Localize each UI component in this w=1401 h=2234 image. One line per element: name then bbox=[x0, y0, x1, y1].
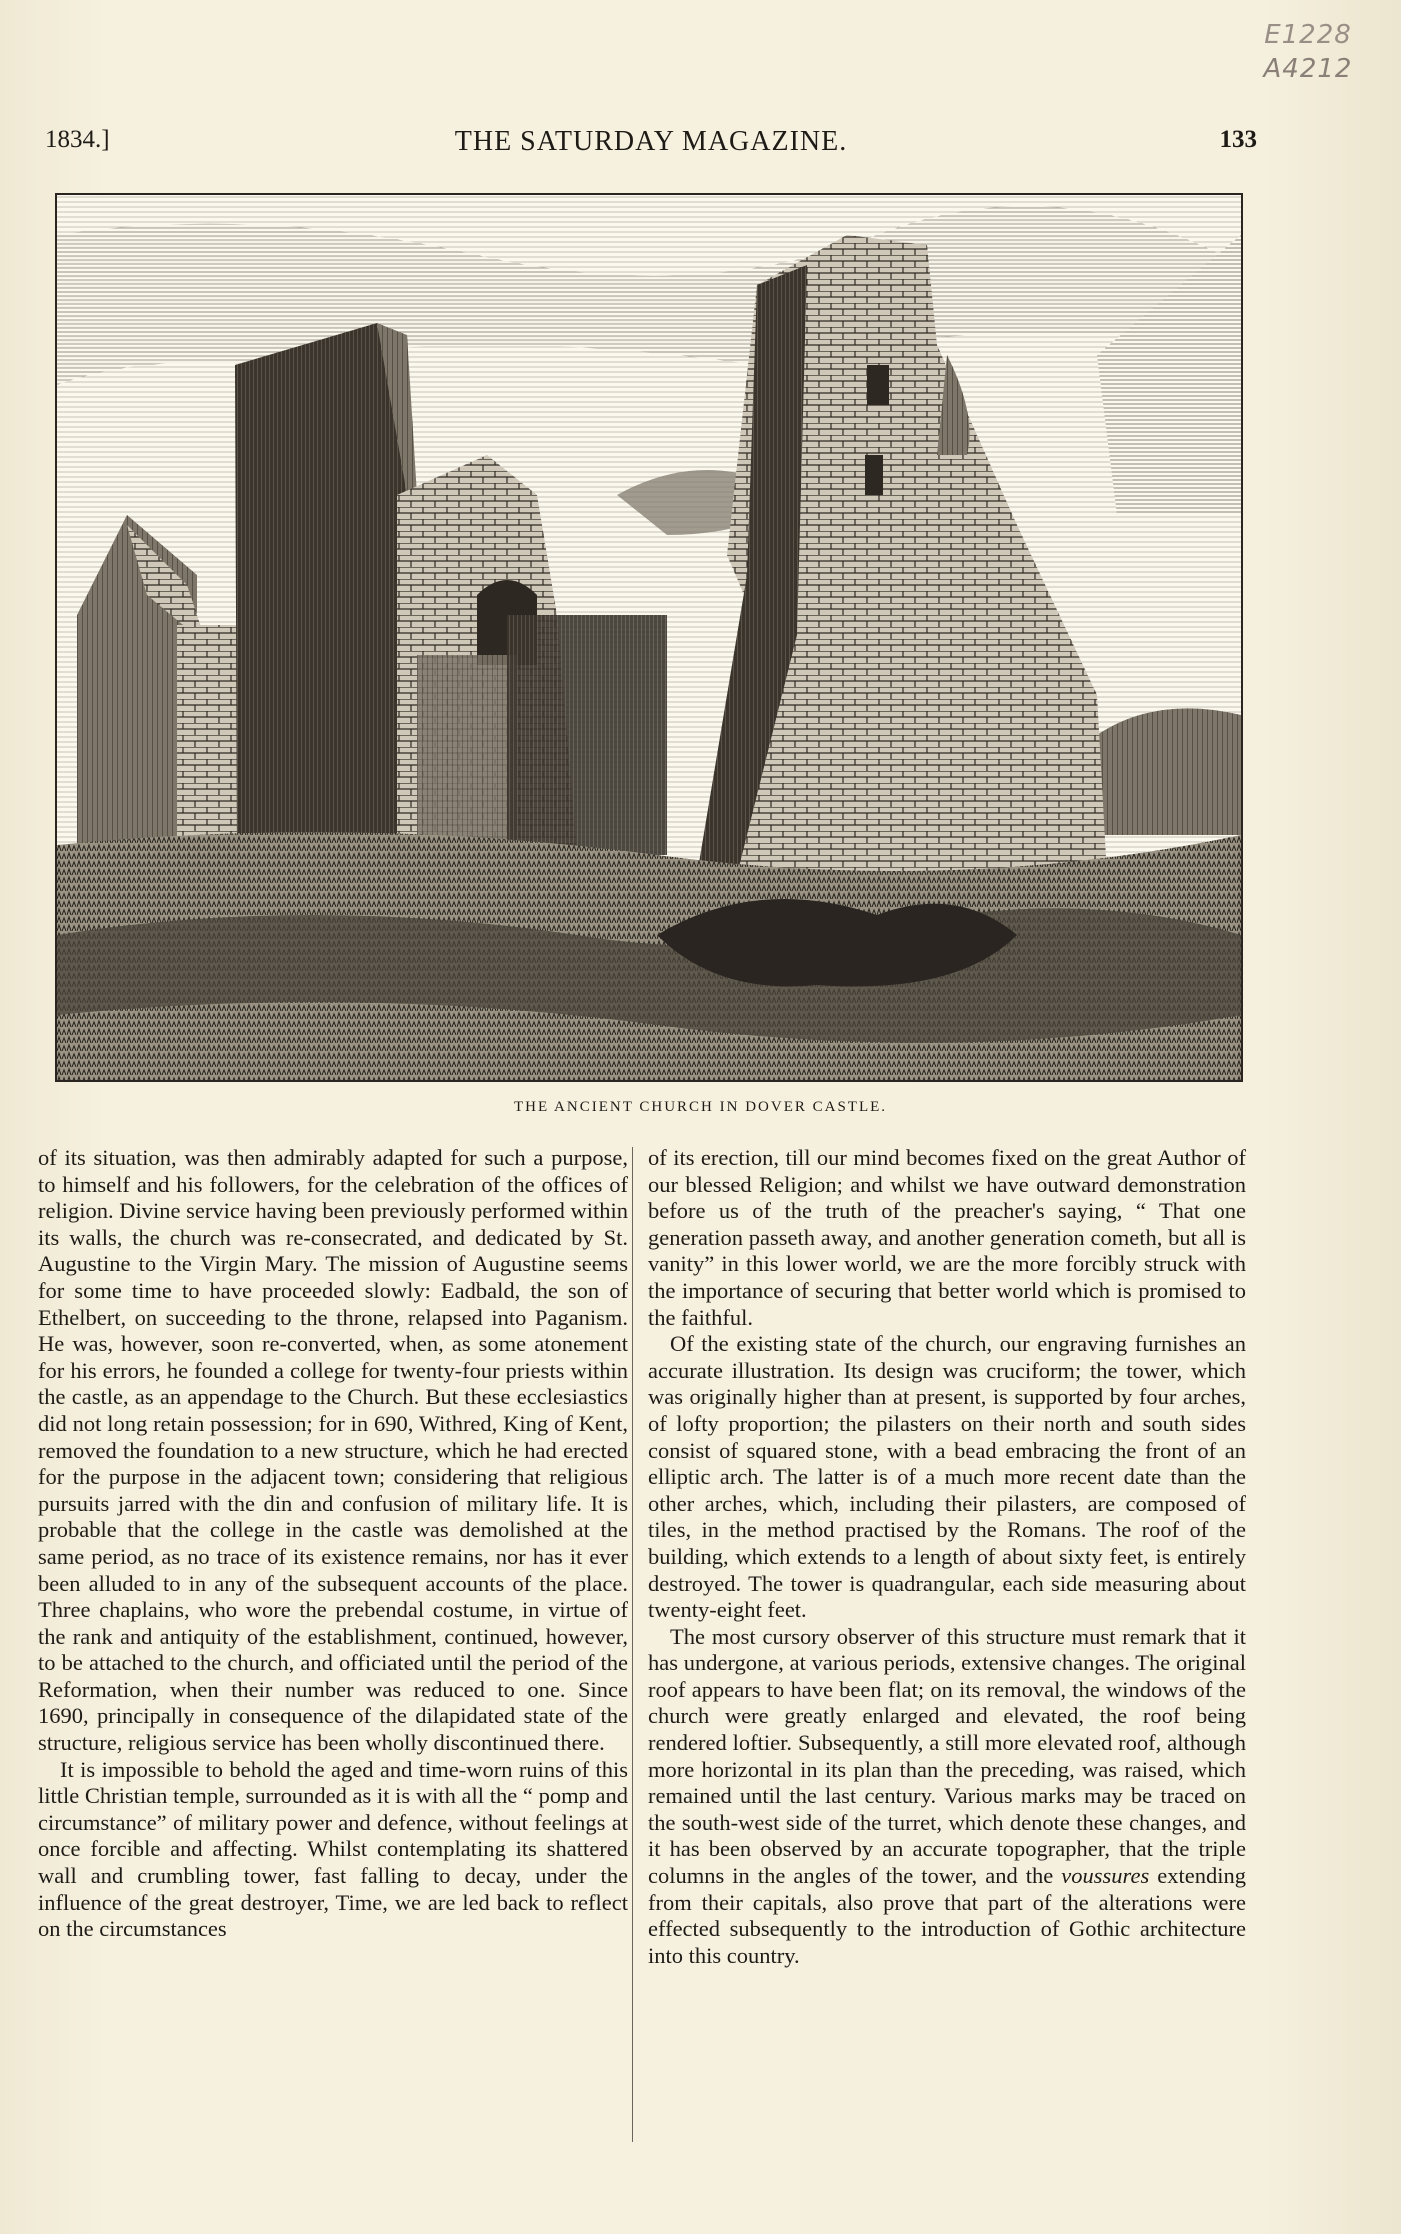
header-title: THE SATURDAY MAGAZINE. bbox=[454, 126, 848, 157]
right-paragraph-1: of its erection, till our mind becomes fixed on the great Author of our blessed Religion; and whilst we have outward demonstration before us of the truth of the preacher's saying, “ That one generation passeth away, and another generation cometh, but all is vanity” in this lower world, we are the more forcibly struck with the importance of securing that better world which is promised to the faithful. bbox=[648, 1145, 1246, 1330]
left-paragraph-1: of its situation, was then admirably adapted for such a purpose, to himself and his followers, for the celebration of the offices of religion. Divine service having been previously performed within its walls, the church was re-consecrated, and dedicated by St. Augustine to the Virgin Mary. The mission of Augustine seems for some time to have proceeded slowly: Eadbald, the son of Ethelbert, on succeeding to the throne, relapsed into Paganism. He was, however, soon re-converted, when, as some atonement for his errors, he founded a college for twenty-four priests within the castle, as an appendage to the Church. But these ecclesiastics did not long retain possession; for in 690, Withred, King of Kent, removed the foundation to a new structure, which he had erected for the purpose in the adjacent town; considering that religious pursuits jarred with the din and confusion of military life. It is probable that the college in the castle was demolished at the same period, as no trace of its existence remains, nor has it ever been alluded to in any of the subsequent accounts of the place. Three chaplains, who wore the prebendal costume, in virtue of the rank and antiquity of the establishment, continued, however, to be attached to the church, and officiated until the period of the Reformation, when their number was reduced to one. Since 1690, principally in consequence of the dilapidated state of the structure, religious service has been wholly discontinued there. bbox=[38, 1145, 628, 1756]
right-paragraph-3-start: The most cursory observer of this structure must remark that it has undergone, at various periods, extensive changes. The original roof appears to have been flat; on its removal, the windows of the church were greatly enlarged and elevated, the roof being rendered loftier. Subsequently, a still more elevated roof, although more horizontal in its plan than the preceding, was raised, which remained until the last century. Various marks may be traced on the south-west side of the turret, which denote these changes, and it has been observed by an accurate topographer, that the triple columns in the angles of the tower, and the bbox=[648, 1623, 1246, 1889]
left-paragraph-2: It is impossible to behold the aged and time-worn ruins of this little Christian temple, surrounded as it is with all the “ pomp and circumstance” of military power and defence, without feelings at once forcible and affecting. Whilst contemplating its shattered wall and crumbling tower, fast falling to decay, under the influence of the great destroyer, Time, we are led back to reflect on the circumstances bbox=[38, 1756, 628, 1942]
right-paragraph-2: Of the existing state of the church, our engraving furnishes an accurate illustration. Its design was cruciform; the tower, which was originally higher than at present, is supported by four arches, of lofty proportion; the pilasters on their north and south sides consist of squared stone, with a bead embracing the front of an elliptic arch. The latter is of a much more recent date than the other arches, which, including their pilasters, are composed of tiles, in the method practised by the Romans. The roof of the building, which extends to a length of about sixty feet, is entirely destroyed. The tower is quadrangular, each side measuring about twenty-eight feet. bbox=[648, 1331, 1246, 1623]
right-column bbox=[648, 1145, 1246, 1969]
right-paragraph-3 bbox=[648, 1624, 1246, 1970]
running-header bbox=[45, 126, 1257, 166]
italic-term: voussures bbox=[1061, 1863, 1150, 1889]
header-year: 1834.] bbox=[45, 126, 110, 153]
archive-mark-1: E1228 bbox=[1264, 20, 1352, 50]
figure-caption: THE ANCIENT CHURCH IN DOVER CASTLE. bbox=[513, 1099, 888, 1115]
left-column bbox=[38, 1145, 628, 1943]
church-engraving bbox=[55, 193, 1243, 1082]
archive-mark-2: A4212 bbox=[1263, 54, 1353, 84]
archive-marks bbox=[1253, 18, 1363, 86]
page-number: 133 bbox=[1219, 126, 1257, 153]
right-paragraph-3-end: extending from their capitals, also prove that part of the alterations were effected subsequently to the introduction of Gothic architecture into this country. bbox=[648, 1863, 1246, 1968]
engraving-svg bbox=[57, 195, 1241, 1080]
column-divider bbox=[632, 1147, 633, 2142]
